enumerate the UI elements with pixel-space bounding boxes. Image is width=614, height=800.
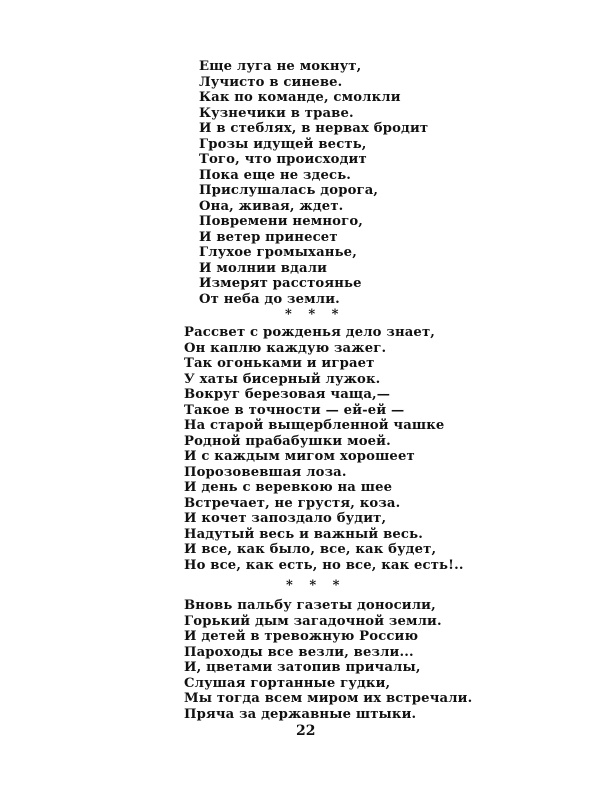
poem-line: Прислушалась дорога,: [199, 183, 379, 198]
poem-line: Пряча за державные штыки.: [184, 706, 417, 722]
poem-line: Надутый весь и важный весь.: [184, 526, 423, 542]
poem-line: Такое в точности — ей-ей —: [184, 402, 405, 418]
poem-line: Но все, как есть, но все, как есть!..: [184, 557, 464, 573]
poem-line: Слушая гортанные гудки,: [184, 675, 391, 691]
poem-line: И молнии вдали: [199, 260, 328, 276]
poem-line: Повремени немного,: [199, 214, 364, 229]
poem-line: От неба до земли.: [199, 291, 340, 307]
section-separator: * * *: [285, 307, 345, 322]
poem-line: И, цветами затопив причалы,: [184, 660, 421, 675]
poem-line: И кочет запоздало будит,: [184, 511, 387, 526]
poem-line: Родной прабабушки моей.: [184, 433, 391, 449]
poem-line: Встречает, не грустя, коза.: [184, 495, 401, 511]
poem-line: Грозы идущей весть,: [199, 136, 367, 152]
poem-1: [199, 59, 428, 307]
poem-line: Глухое громыханье,: [199, 245, 357, 260]
poem-line: Вокруг березовая чаща,—: [184, 387, 391, 402]
poem-line: Мы тогда всем миром их встречали.: [184, 691, 473, 706]
page-number: 22: [296, 723, 316, 739]
poem-line: На старой выщербленной чашке: [184, 418, 445, 433]
poem-line: И детей в тревожную Россию: [184, 629, 419, 644]
section-separator: * * *: [286, 578, 346, 593]
poem-line: Кузнечики в траве.: [199, 105, 354, 121]
poem-line: Так огоньками и играет: [184, 356, 375, 371]
poem-line: Рассвет с рожденья дело знает,: [184, 325, 436, 340]
poem-line: Пароходы все везли, везли...: [184, 644, 414, 660]
poem-line: У хаты бисерный лужок.: [184, 371, 381, 387]
poem-line: И с каждым мигом хорошеет: [184, 449, 415, 464]
poem-line: Вновь пальбу газеты доносили,: [184, 598, 436, 613]
poem-line: Порозовевшая лоза.: [184, 464, 347, 480]
poem-line: И ветер принесет: [199, 229, 338, 245]
poem-line: Измерят расстоянье: [199, 276, 362, 291]
poem-line: Пока еще не здесь.: [199, 167, 352, 183]
poem-3: [184, 598, 472, 722]
poem-line: Она, живая, ждет.: [199, 198, 344, 214]
poem-line: Как по команде, смолкли: [199, 90, 401, 105]
poem-line: Еще луга не мокнут,: [199, 59, 362, 74]
poem-line: Того, что происходит: [199, 152, 367, 167]
poem-2: [184, 325, 464, 573]
poem-line: И все, как было, все, как будет,: [184, 542, 437, 557]
poem-line: И день с веревкою на шее: [184, 480, 393, 495]
poem-line: Горький дым загадочной земли.: [184, 613, 442, 629]
poem-line: Лучисто в синеве.: [199, 74, 343, 90]
poem-line: Он каплю каждую зажег.: [184, 340, 387, 356]
poem-line: И в стеблях, в нервах бродит: [199, 121, 429, 136]
